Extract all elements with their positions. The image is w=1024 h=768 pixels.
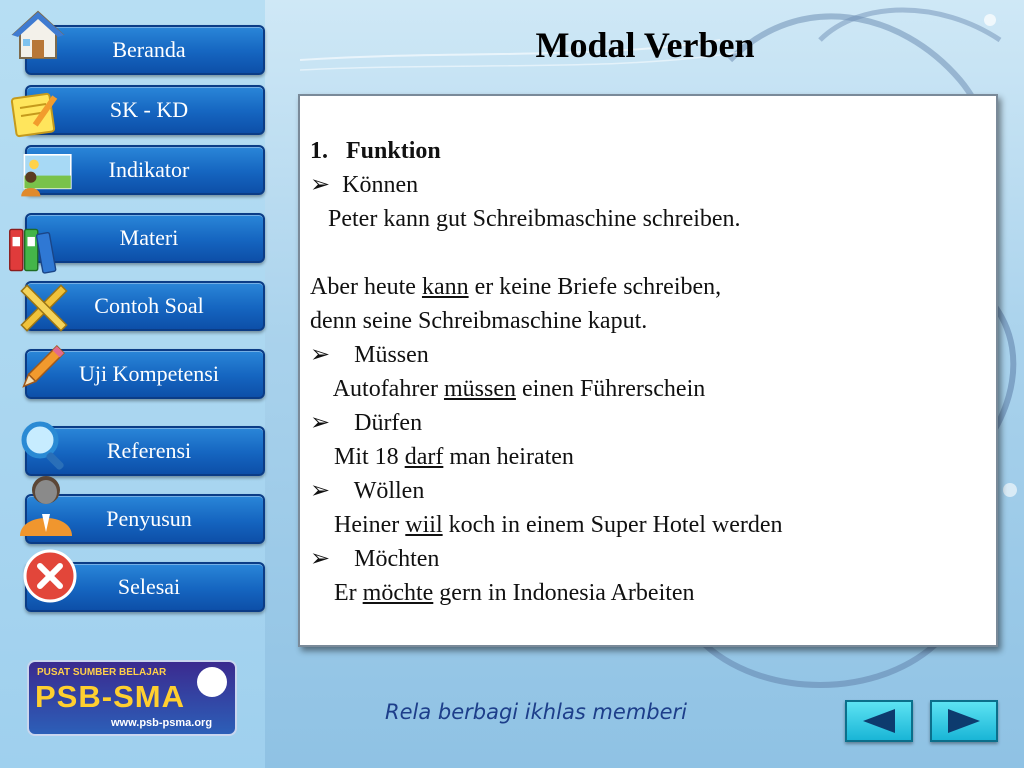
pencil-icon[interactable] <box>14 340 70 396</box>
bullet-wollen-label: Wöllen <box>353 478 425 504</box>
durfen-post: man heiraten <box>443 444 574 470</box>
bullet-arrow-icon: ➢ <box>310 546 331 572</box>
example-mochten <box>310 576 783 610</box>
bullet-arrow-icon: ➢ <box>310 172 331 198</box>
example-mussen <box>310 372 783 406</box>
wollen-post: koch in einem Super Hotel werden <box>442 512 783 538</box>
denn-text: denn seine Schreibmaschine kaput. <box>310 308 648 334</box>
nav-sk-kd-label: SK - KD <box>109 97 189 122</box>
aber-pre: Aber heute <box>310 274 422 300</box>
bullet-arrow-icon: ➢ <box>310 478 331 504</box>
notepad-icon[interactable] <box>8 86 64 142</box>
prev-slide-button[interactable] <box>845 700 913 742</box>
ministry-badge-icon <box>197 667 227 697</box>
mochten-post: gern in Indonesia Arbeiten <box>433 580 695 606</box>
aber-post: er keine Briefe schreiben, <box>468 274 722 300</box>
bullet-konnen <box>310 168 783 202</box>
logo-url-text: www.psb-psma.org <box>111 717 213 729</box>
nav-materi-label: Materi <box>119 225 179 250</box>
close-icon[interactable] <box>22 548 78 604</box>
psb-sma-logo[interactable] <box>27 660 237 736</box>
mussen-pre: Autofahrer <box>332 376 444 402</box>
heading-number: 1. <box>310 138 328 164</box>
content-body <box>310 134 783 610</box>
bullet-arrow-icon: ➢ <box>310 342 331 368</box>
mochten-u: möchte <box>362 580 434 606</box>
home-icon[interactable] <box>10 8 66 64</box>
nav-selesai-label: Selesai <box>117 574 181 599</box>
example-konnen <box>310 202 783 236</box>
aber-kann: kann <box>421 274 469 300</box>
durfen-pre: Mit 18 <box>334 444 405 470</box>
cross-pencils-icon[interactable] <box>16 280 72 336</box>
bullet-mussen-label: Müssen <box>354 342 429 368</box>
content-card <box>298 94 998 647</box>
nav-contoh-soal-label: Contoh Soal <box>94 293 204 318</box>
bullet-mussen <box>310 338 783 372</box>
heading-text: Funktion <box>346 138 441 164</box>
nav-uji-kompetensi-label: Uji Kompetensi <box>79 361 219 386</box>
example-wollen <box>310 508 783 542</box>
bullet-durfen <box>310 406 783 440</box>
next-slide-button[interactable] <box>930 700 998 742</box>
bullet-wollen <box>310 474 783 508</box>
mussen-post: einen Führerschein <box>515 376 706 402</box>
bullet-durfen-label: Dürfen <box>354 410 423 436</box>
wollen-pre: Heiner <box>334 512 406 538</box>
picture-person-icon[interactable] <box>18 146 74 202</box>
blank-line <box>310 236 783 270</box>
slide-title: Modal Verben <box>535 25 755 65</box>
durfen-u: darf <box>404 444 444 470</box>
footer-tagline: Rela berbagi ikhlas memberi <box>385 700 687 724</box>
nav-indikator-label: Indikator <box>108 157 190 182</box>
nav-penyusun-label: Penyusun <box>106 506 192 531</box>
mochten-pre: Er <box>334 580 363 606</box>
example-denn <box>310 304 783 338</box>
example-aber <box>310 270 783 304</box>
bullet-konnen-label: Können <box>342 172 419 198</box>
logo-top-text: PUSAT SUMBER BELAJAR <box>37 667 167 678</box>
bullet-arrow-icon: ➢ <box>310 410 331 436</box>
person-icon[interactable] <box>16 470 76 536</box>
nav-beranda-label: Beranda <box>112 37 186 62</box>
bullet-mochten <box>310 542 783 576</box>
arrow-right-icon <box>944 707 984 735</box>
heading-line <box>310 134 783 168</box>
example-konnen-text: Peter kann gut Schreibmaschine schreiben. <box>328 206 741 232</box>
magnifier-icon[interactable] <box>18 418 74 474</box>
logo-main-text: PSB-SMA <box>35 679 185 714</box>
bullet-mochten-label: Möchten <box>354 546 440 572</box>
nav-referensi-label: Referensi <box>106 438 192 463</box>
example-durfen <box>310 440 783 474</box>
wollen-u: wiil <box>405 512 443 538</box>
binders-icon[interactable] <box>6 222 62 278</box>
mussen-u: müssen <box>443 376 516 402</box>
arrow-left-icon <box>859 707 899 735</box>
